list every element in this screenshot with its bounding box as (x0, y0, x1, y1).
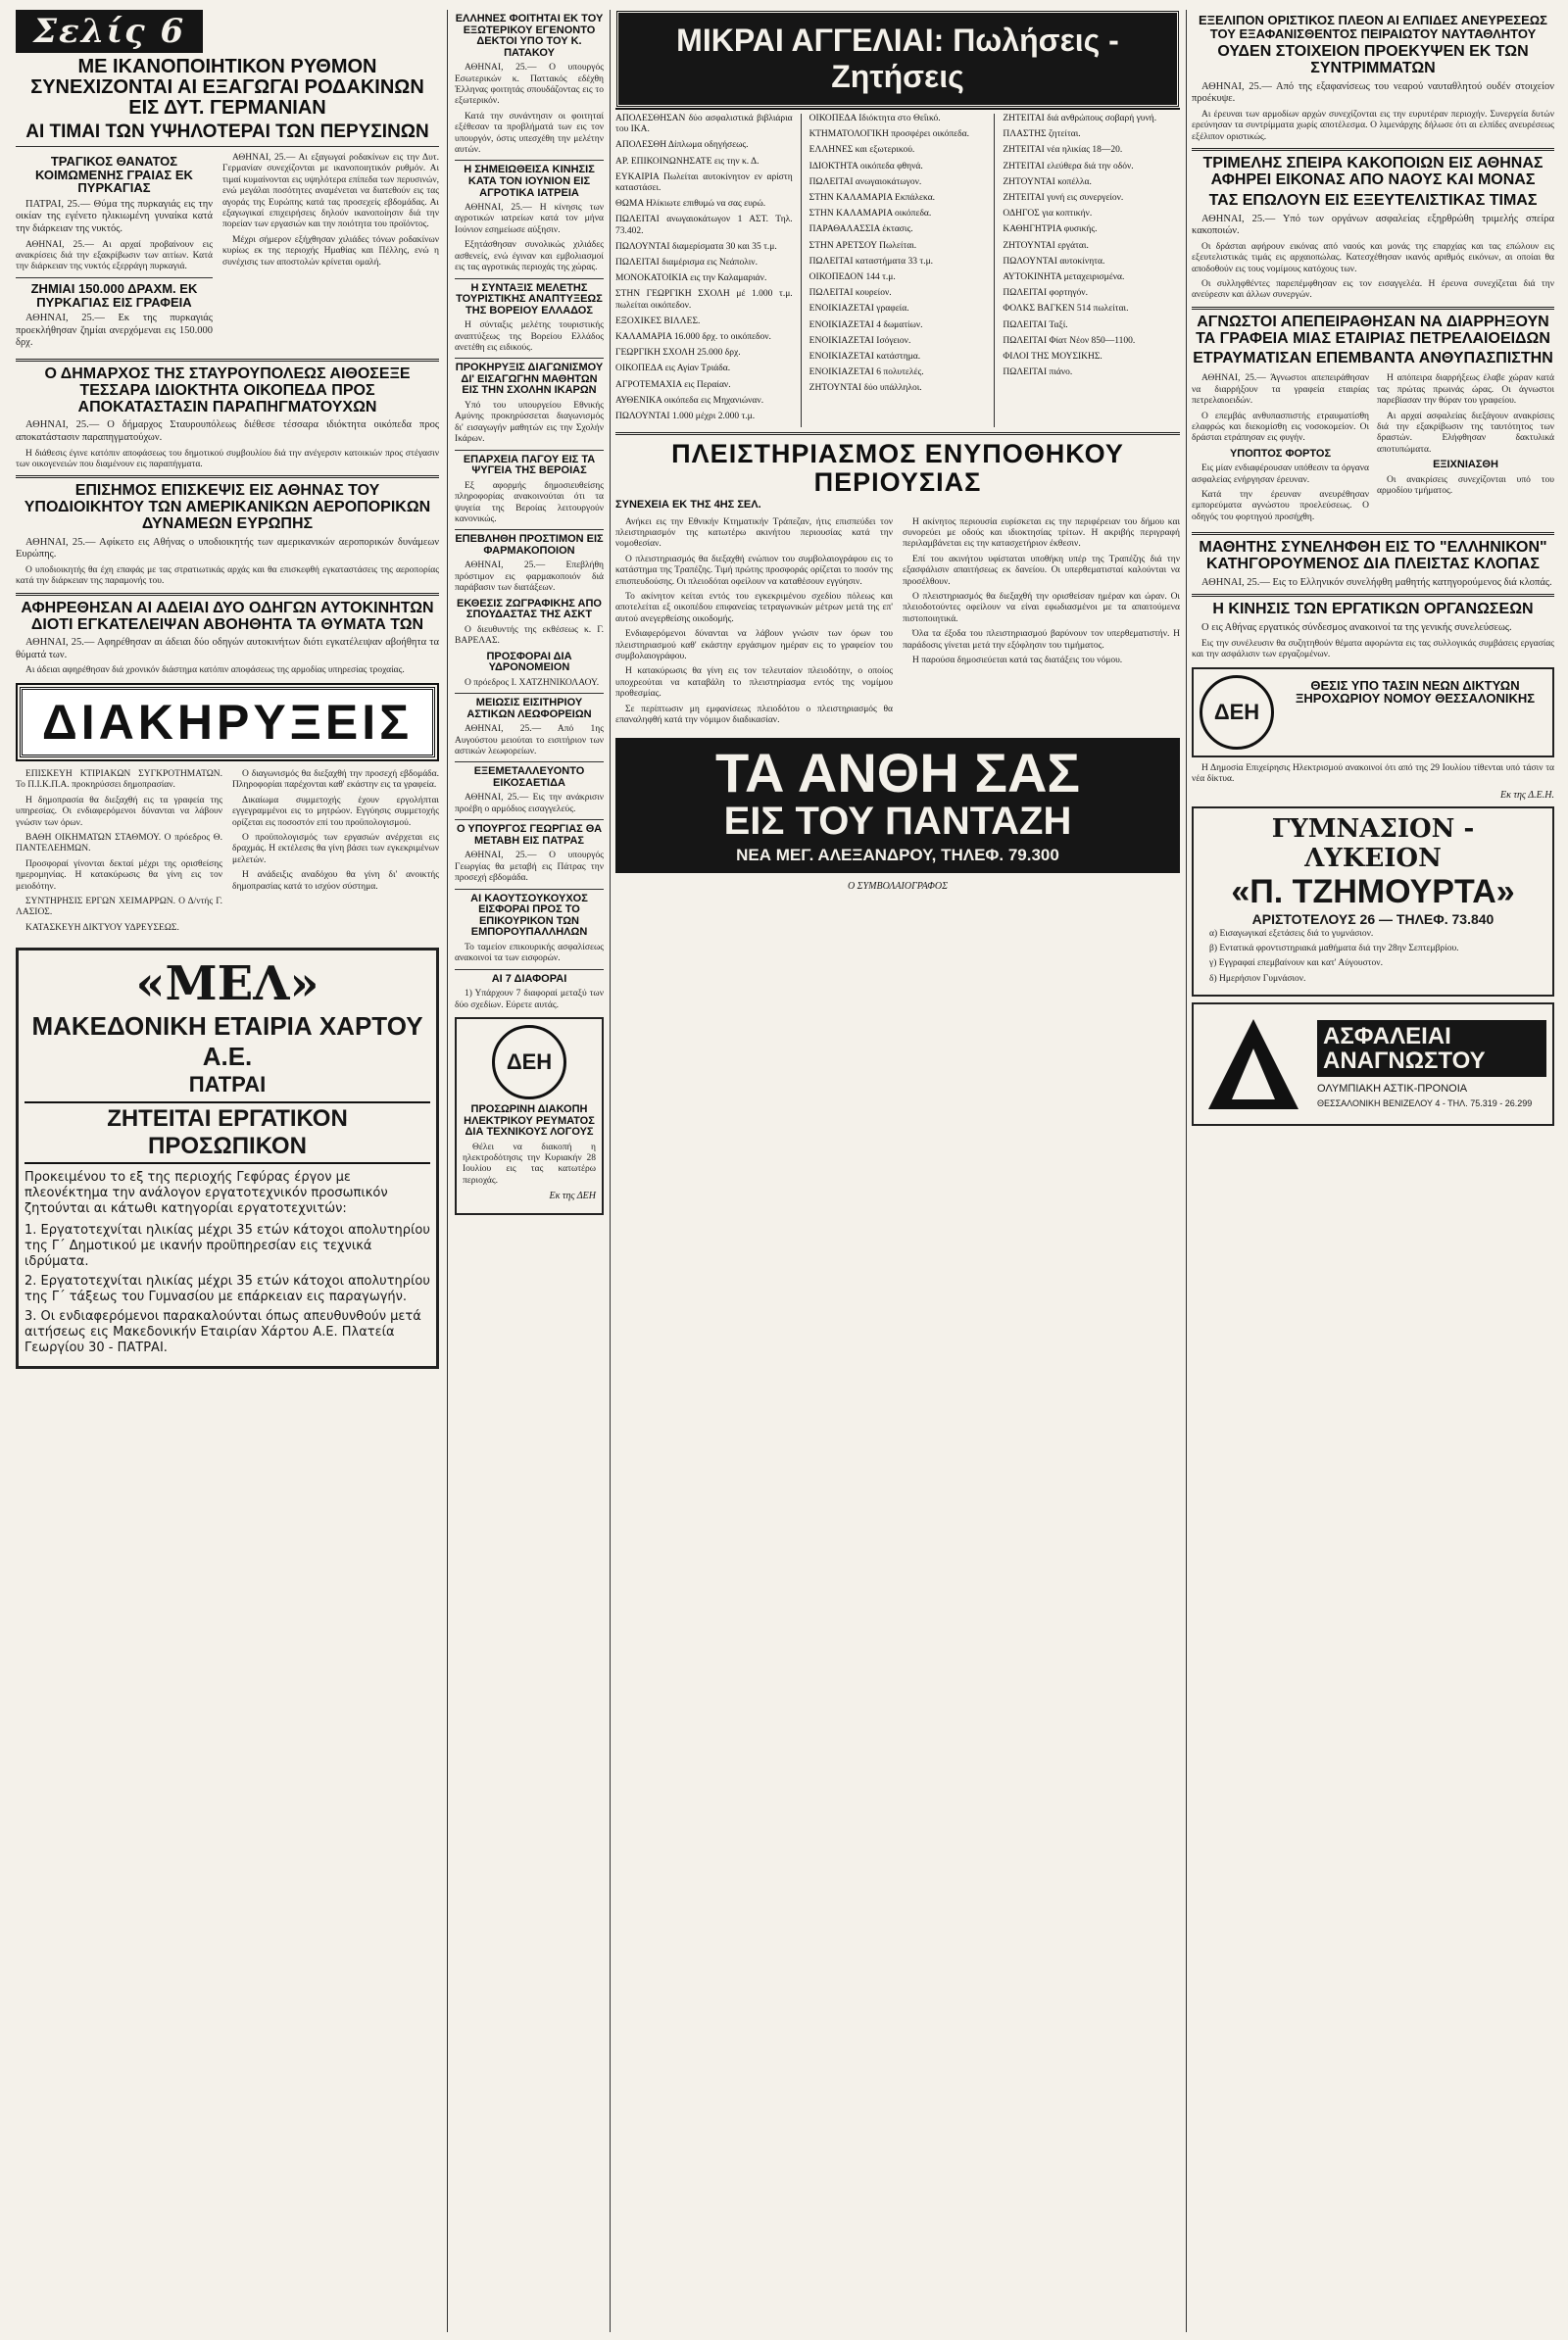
section-declarations: ΔΙΑΚΗΡΥΞΕΙΣ (20, 687, 435, 757)
classified-item: ΣΤΗΝ ΚΑΛΑΜΑΡΙΑ οικόπεδα. (808, 209, 932, 219)
ad-deh-outage (455, 1017, 604, 1215)
article-rubber: Το ταμείον επικουρικής ασφαλίσεως ανακοινοί τα των εισφορών. (455, 942, 604, 964)
mel-city: ΠΑΤΡΑΙ (188, 1072, 267, 1097)
article-licence-2: Αι άδειαι αφηρέθησαν διά χρονικόν διάστημα κατόπιν αποφάσεως της αρμοδίας υπηρεσίας τροχαίας. (25, 665, 405, 676)
classified-item: ΖΗΤΟΥΝΤΑΙ εργάται. (1003, 240, 1089, 251)
classified-item: ΟΙΚΟΠΕΔΟΝ 144 τ.μ. (808, 272, 896, 283)
insurance-title: ΑΣΦΑΛΕΙΑΙ ΑΝΑΓΝΩΣΤΟΥ (1317, 1020, 1546, 1077)
decl-2: ΒΑΘΗ ΟΙΚΗΜΑΤΩΝ ΣΤΑΘΜΟΥ. Ο πρόεδρος Θ. ΠΑΝΤΕΛΕΗΜΩΝ. (16, 832, 222, 854)
classified-item: ΠΩΛΕΙΤΑΙ καταστήματα 33 τ.μ. (808, 256, 934, 267)
headline-labor: Η ΚΙΝΗΣΙΣ ΤΩΝ ΕΡΓΑΤΙΚΩΝ ΟΡΓΑΝΩΣΕΩΝ (1212, 601, 1534, 618)
classified-item: ΕΛΛΗΝΕΣ και εξωτερικού. (808, 145, 915, 156)
insurance-sub: ΟΛΥΜΠΙΑΚΗ ΑΣΤΙΚ-ΠΡΟΝΟΙΑ (1317, 1083, 1468, 1096)
ad-deh-network (1192, 667, 1554, 757)
classified-item: ΑΥΤΟΚΙΝΗΤΑ μεταχειρισμένα. (1003, 272, 1125, 283)
classified-item: ΠΩΛΕΙΤΑΙ πιάνο. (1003, 367, 1073, 378)
article-gang: ΑΘΗΝΑΙ, 25.— Υπό των οργάνων ασφαλείας εξηρθρώθη τριμελής σπείρα κακοποιών. (1192, 213, 1554, 237)
headline-students: ΕΛΛΗΝΕΣ ΦΟΙΤΗΤΑΙ ΕΚ ΤΟΥ ΕΞΩΤΕΡΙΚΟΥ ΕΓΕΝΟΝΤΟ ΔΕΚΤΟΙ ΥΠΟ ΤΟΥ Κ. ΠΑΤΑΚΟΥ (455, 13, 604, 59)
deh-network-title: ΘΕΣΙΣ ΥΠΟ ΤΑΣΙΝ ΝΕΩΝ ΔΙΚΤΥΩΝ ΞΗΡΟΧΩΡΙΟΥ ΝΟΜΟΥ ΘΕΣΣΑΛΟΝΙΚΗΣ (1295, 677, 1536, 707)
classified-item: ΠΛΑΣΤΗΣ ζητείται. (1003, 129, 1081, 140)
article-peaches-2: Μέχρι σήμερον εξήχθησαν χιλιάδες τόνων ροδακίνων κυρίως εκ της περιοχής Ημαθίας και Πέλλης, ενώ η συνέχισις των αποστολών κρίνεται ομαλή. (221, 234, 439, 268)
school-item: α) Εισαγωγικαί εξετάσεις διά το γυμνάσιον. (1209, 928, 1374, 939)
article-robbers: ΑΘΗΝΑΙ, 25.— Άγνωστοι απεπειράθησαν να διαρρήξουν τα γραφεία εταιρίας πετρελαιοειδών. (1192, 373, 1369, 407)
classified-item: ΑΥΘΕΝΙΚΑ οικόπεδα εις Μηχανιώναν. (615, 395, 764, 406)
classified-item: ΖΗΤΕΙΤΑΙ γυνή εις συνεργείον. (1003, 193, 1124, 204)
article-labor-2: Εις την συνέλευσιν θα συζητηθούν θέματα αφορώντα εις τας συλλογικάς συμβάσεις εργασίας και την ασφάλισιν των εργαζομένων. (1192, 638, 1554, 660)
article-tourism: Η σύνταξις μελέτης τουριστικής αναπτύξεως της Βορείου Ελλάδος ανετέθη εις ειδικούς. (455, 320, 604, 353)
classified-item: ΑΠΟΛΕΣΘΗΣΑΝ δύο ασφαλιστικά βιβλιάρια του ΙΚΑ. (615, 114, 793, 135)
classified-item: ΕΝΟΙΚΙΑΖΕΤΑΙ 4 δωματίων. (808, 319, 923, 330)
classified-item: ΕΝΟΙΚΙΑΖΕΤΑΙ Ισόγειον. (808, 335, 911, 346)
classified-item: ΠΩΛΟΥΝΤΑΙ 1.000 μέχρι 2.000 τ.μ. (615, 412, 756, 422)
school-name: «Π. ΤΖΗΜΟΥΡΤΑ» (1231, 872, 1515, 910)
auction-filler-10: Η παρούσα δημοσιεύεται κατά τας διατάξεις του νόμου. (912, 655, 1123, 665)
classified-item: ΕΝΟΙΚΙΑΖΕΤΑΙ 6 πολυτελές. (808, 367, 924, 378)
auction-filler-6: Η ακίνητος περιουσία ευρίσκεται εις την περιφέρειαν του δήμου και συνορεύει με οδούς και ιδιοκτησίας τρίτων. Η ακριβής περιγραφή περιλαμβάνεται εις την κατασχετήριον έκθεσιν. (903, 516, 1180, 550)
classified-col-a (615, 114, 793, 427)
classified-item: ΑΡ. ΕΠΙΚΟΙΝΩΝΗΣΑΤΕ εις την κ. Δ. (615, 156, 760, 167)
classified-item: ΙΔΙΟΚΤΗΤΑ οικόπεδα φθηνά. (808, 161, 923, 171)
article-robbers-3: Η απόπειρα διαρρήξεως έλαβε χώραν κατά τας πρώτας πρωινάς ώρας. Οι άγνωστοι παρεβίασαν την θύραν του γραφείου. (1377, 373, 1554, 407)
classified-item: ΖΗΤΟΥΝΤΑΙ κοπέλλα. (1003, 176, 1092, 187)
school-item: δ) Ημερήσιον Γυμνάσιον. (1209, 973, 1306, 984)
article-seven: 1) Υπάρχουν 7 διαφοραί μεταξύ των δύο σχεδίων. Εύρετε αυτάς. (455, 989, 604, 1010)
decl-4: ΚΑΤΑΣΚΕΥΗ ΔΙΚΤΥΟΥ ΥΔΡΕΥΣΕΩΣ. (25, 922, 179, 933)
classified-item: ΦΙΛΟΙ ΤΗΣ ΜΟΥΣΙΚΗΣ. (1003, 352, 1102, 363)
article-gang-2: Οι δράσται αφήρουν εικόνας από ναούς και μονάς της επαρχίας και τας επώλουν εις εξευτελιστικάς τιμάς εις αρχαιοπώλας. Κατεσχέθησαν ικανός αριθμός εικόνων, αι οποίαι θα αποδοθούν εις τους νομίμους κατόχους των. (1192, 241, 1554, 274)
headline-exhib: ΕΚΘΕΣΙΣ ΖΩΓΡΑΦΙΚΗΣ ΑΠΟ ΣΠΟΥΔΑΣΤΑΣ ΤΗΣ ΑΣΚΤ (457, 597, 602, 621)
headline-prefect: ΕΠΑΡΧΕΙΑ ΠΑΓΟΥ ΕΙΣ ΤΑ ΨΥΓΕΙΑ ΤΗΣ ΒΕΡΟΙΑΣ (463, 453, 596, 477)
classified-item: ΣΤΗΝ ΚΑΛΑΜΑΡΙΑ Εκπάλεκα. (808, 193, 936, 204)
headline-tender: ΠΡΟΣΦΟΡΑΙ ΔΙΑ ΥΔΡΟΝΟΜΕΙΟΝ (486, 650, 572, 674)
article-minister: ΑΘΗΝΑΙ, 25.— Ο υπουργός Γεωργίας θα μεταβή εις Πάτρας την προσεχή εβδομάδα. (455, 851, 604, 884)
decl-filler-5: Ο προϋπολογισμός των εργασιών ανέρχεται εις δραχμάς. Η εκτέλεσις θα γίνη βάσει των εγκεκριμένων μελετών. (232, 832, 439, 865)
classified-item: ΖΗΤΟΥΝΤΑΙ δύο υπάλληλοι. (808, 383, 922, 394)
headline-tourism: Η ΣΥΝΤΑΞΙΣ ΜΕΛΕΤΗΣ ΤΟΥΡΙΣΤΙΚΗΣ ΑΝΑΠΤΥΞΕΩΣ ΤΗΣ ΒΟΡΕΙΟΥ ΕΛΛΑΔΟΣ (456, 281, 603, 317)
column-2 (455, 10, 604, 2332)
pantazi-title: ΤΑ ΑΝΘΗ ΣΑΣ (714, 742, 1081, 804)
classified-item: ΠΩΛΕΙΤΑΙ ανωγαιοκάτωγον. (808, 176, 922, 187)
mel-item: 2. Εργατοτεχνίται ηλικίας μέχρι 35 ετών κάτοχοι απολυτηρίου της Γ΄ τάξεως του Γυμνασίου με επάρκειαν εις παραγωγήν. (24, 1274, 430, 1305)
classified-item: ΟΙΚΟΠΕΔΑ Ιδιόκτητα στο Θεΐικό. (808, 114, 941, 123)
newspaper-page (16, 10, 1554, 2332)
mel-intro: Προκειμένου το εξ της περιοχής Γεφύρας έργον με πλεονέκτημα την ανάλογον εργατοτεχνικόν προσωπικόν ζητούνται αι κάτωθι κατηγορίαι εργατοτεχνιτών: (24, 1170, 388, 1217)
article-visit: ΑΘΗΝΑΙ, 25.— Αφίκετο εις Αθήνας ο υποδιοικητής των αμερικανικών αεροπορικών δυνάμεων Ευρώπης. (16, 536, 439, 561)
article-robbers-4: Αι αρχαί ασφαλείας διεξάγουν ανακρίσεις διά την εξακρίβωσιν της ταυτότητος των δραστών. Ελήφθησαν δακτυλικά αποτυπώματα. (1377, 411, 1554, 455)
deh-outage-sig: Εκ της ΔΕΗ (549, 1191, 596, 1202)
classified-item: ΠΩΛΕΙΤΑΙ φορτηγόν. (1003, 288, 1088, 299)
auction-filler-7: Επί του ακινήτου υφίσταται υποθήκη υπέρ της Τραπέζης διά την εξασφάλισιν απαιτήσεως εκ δανείου. Οι υπερθεματισταί καλούνται να προσέλθουν. (903, 554, 1180, 587)
classified-item: ΠΑΡΑΘΑΛΑΣΣΙΑ έκτασις. (808, 224, 913, 235)
article-student: ΑΘΗΝΑΙ, 25.— Εις το Ελληνικόν συνελήφθη μαθητής κατηγορούμενος διά κλοπάς. (1201, 576, 1552, 588)
decl-filler-6: Η ανάδειξις αναδόχου θα γίνη δι' ανοικτής δημοπρασίας κατά το ισχύον σύστημα. (232, 870, 439, 892)
classified-item: ΣΤΗΝ ΓΕΩΡΓΙΚΗ ΣΧΟΛΗ μέ 1.000 τ.μ. πωλείται οικόπεδον. (615, 289, 793, 311)
article-gang-3: Οι συλληφθέντες παρεπέμφθησαν εις τον εισαγγελέα. Η έρευνα συνεχίζεται διά την ανεύρεσιν και άλλων συνεργών. (1192, 279, 1554, 301)
ad-anagnostou (1192, 1002, 1554, 1126)
auction-filler-2: Το ακίνητον κείται εντός του εγκεκριμένου σχεδίου πόλεως και αποτελείται εξ οικοπέδου επιφανείας τετραγωνικών μέτρων μετά της επ' αυτού ανεγερθείσης οικοδομής. (615, 591, 893, 624)
school-items (1200, 929, 1546, 986)
headline-death: ΤΡΑΓΙΚΟΣ ΘΑΝΑΤΟΣ ΚΟΙΜΩΜΕΝΗΣ ΓΡΑΙΑΣ ΕΚ ΠΥΡΚΑΓΙΑΣ (35, 153, 193, 196)
headline-navy: ΕΞΕΛΙΠΟΝ ΟΡΙΣΤΙΚΟΣ ΠΛΕΟΝ ΑΙ ΕΛΠΙΔΕΣ ΑΝΕΥΡΕΣΕΩΣ ΤΟΥ ΕΞΑΦΑΝΙΣΘΕΝΤΟΣ ΠΕΙΡΑΙΩΤΟΥ ΝΑΥΤΑΘΛΗΤΟΥ (1199, 13, 1547, 41)
lead-headline: ΜΕ ΙΚΑΝΟΠΟΙΗΤΙΚΟΝ ΡΥΘΜΟΝ ΣΥΝΕΧΙΖΟΝΤΑΙ ΑΙ ΕΞΑΓΩΓΑΙ ΡΟΔΑΚΙΝΩΝ ΕΙΣ ΔΥΤ. ΓΕΡΜΑΝΙΑΝ (30, 56, 424, 119)
classified-col-c (1003, 114, 1180, 427)
article-fire: ΑΘΗΝΑΙ, 25.— Εκ της πυρκαγιάς προεκλήθησαν ζημίαι ανερχόμεναι εις 150.000 δρχ. (16, 313, 213, 349)
headline-invest: ΕΞΙΧΝΙΑΣΘΗ (1433, 459, 1498, 471)
ad-tzimourta (1192, 806, 1554, 998)
headline-visit: ΕΠΙΣΗΜΟΣ ΕΠΙΣΚΕΨΙΣ ΕΙΣ ΑΘΗΝΑΣ ΤΟΥ ΥΠΟΔΙΟΙΚΗΤΟΥ ΤΩΝ ΑΜΕΡΙΚΑΝΙΚΩΝ ΑΕΡΟΠΟΡΙΚΩΝ ΔΥΝΑΜΕΩΝ ΕΥΡΩΠΗΣ (24, 482, 431, 532)
school-item: β) Εντατικά φροντιστηριακά μαθήματα διά την 28ην Σεπτεμβρίου. (1209, 943, 1459, 953)
auction-filler-4: Η κατακύρωσις θα γίνη εις τον τελευταίον πλειοδότην, ο οποίος υποχρεούται να καταβάλη το πλειστηρίασμα εντός της νομίμου προθεσμίας. (615, 666, 893, 700)
article-mayor-2: Η διάθεσις έγινε κατόπιν αποφάσεως του δημοτικού συμβουλίου διά την ανέγερσιν κατοικιών προς στέγασιν των οικογενειών που διαμένουν εις παραπήγματα. (16, 448, 439, 469)
auction-title: ΠΛΕΙΣΤΗΡΙΑΣΜΟΣ ΕΝΥΠΟΘΗΚΟΥ ΠΕΡΙΟΥΣΙΑΣ (671, 439, 1124, 497)
page-brand: Σελίς 6 (16, 10, 203, 53)
article-death: ΠΑΤΡΑΙ, 25.— Θύμα της πυρκαγιάς εις την οικίαν της εγένετο ηλικιωμένη γυναίκα κατά την διάρκειαν της νυκτός. (16, 198, 213, 235)
decl-3: ΣΥΝΤΗΡΗΣΙΣ ΕΡΓΩΝ ΧΕΙΜΑΡΡΩΝ. Ο Δ/ντής Γ. ΛΑΣΙΟΣ. (16, 896, 222, 918)
decl-filler-3: Ο διαγωνισμός θα διεξαχθή την προσεχή εβδομάδα. Πληροφορίαι παρέχονται καθ' εκάστην εις τα γραφεία. (232, 768, 439, 791)
headline-gang: ΤΡΙΜΕΛΗΣ ΣΠΕΙΡΑ ΚΑΚΟΠΟΙΩΝ ΕΙΣ ΑΘΗΝΑΣ ΑΦΗΡΕΙ ΕΙΚΟΝΑΣ ΑΠΟ ΝΑΟΥΣ ΚΑΙ ΜΟΝΑΣ (1202, 155, 1544, 189)
column-1 (16, 10, 439, 2332)
headline-robbers-sub: ΕΤΡΑΥΜΑΤΙΣΑΝ ΕΠΕΜΒΑΝΤΑ ΑΝΘΥΠΑΣΠΙΣΤΗΝ (1193, 350, 1553, 367)
headline-notes: Η ΣΗΜΕΙΩΘΕΙΣΑ ΚΙΝΗΣΙΣ ΚΑΤΑ ΤΟΝ ΙΟΥΝΙΟΝ ΕΙΣ ΑΓΡΟΤΙΚΑ ΙΑΤΡΕΙΑ (464, 164, 595, 199)
school-address: ΑΡΙΣΤΟΤΕΛΟΥΣ 26 — ΤΗΛΕΦ. 73.840 (1251, 910, 1494, 927)
insurance-address: ΘΕΣΣΑΛΟΝΙΚΗ ΒΕΝΙΖΕΛΟΥ 4 - ΤΗΛ. 75.319 - 26.299 (1317, 1098, 1533, 1109)
classified-item: ΖΗΤΕΙΤΑΙ ελεύθερα διά την οδόν. (1003, 161, 1134, 171)
classified-item: ΠΩΛΟΥΝΤΑΙ διαμερίσματα 30 και 35 τ.μ. (615, 241, 777, 252)
classified-item: ΣΤΗΝ ΑΡΕΤΣΟΥ Πωλείται. (808, 240, 917, 251)
headline-tenday: ΕΞΕΜΕΤΑΛΛΕΥΟΝΤΟ ΕΙΚΟΣΑΕΤΙΔΑ (473, 765, 585, 789)
auction-text: Ανήκει εις την Εθνικήν Κτηματικήν Τράπεζαν, ήτις επισπεύδει τον πλειστηριασμόν της κατωτέρω ακινήτου περιουσίας κατά την νομοθεσίαν. (615, 516, 893, 550)
headline-fare: ΜΕΙΩΣΙΣ ΕΙΣΙΤΗΡΙΟΥ ΑΣΤΙΚΩΝ ΛΕΩΦΟΡΕΙΩΝ (466, 697, 592, 720)
classified-item: ΕΝΟΙΚΙΑΖΕΤΑΙ κατάστημα. (808, 352, 921, 363)
classified-item: ΖΗΤΕΙΤΑΙ νέα ηλικίας 18—20. (1003, 145, 1123, 156)
lead-subheadline: ΑΙ ΤΙΜΑΙ ΤΩΝ ΥΨΗΛΟΤΕΡΑΙ ΤΩΝ ΠΕΡΥΣΙΝΩΝ (25, 122, 429, 142)
headline-mayor: Ο ΔΗΜΑΡΧΟΣ ΤΗΣ ΣΤΑΥΡΟΥΠΟΛΕΩΣ ΑΙΘΟΣΕΞΕ ΤΕΣΣΑΡΑ ΙΔΙΟΚΤΗΤΑ ΟΙΚΟΠΕΔΑ ΠΡΟΣ ΑΠΟΚΑΤΑΣΤΑΣΙΝ ΠΑΡΑΠΗΓΜΑΤΟΥΧΩΝ (44, 365, 411, 415)
decl-filler-2: Προσφοραί γίνονται δεκταί μέχρι της ορισθείσης ημερομηνίας. Η κατακύρωσις θα γίνη εις τον μειοδότην. (16, 858, 222, 892)
decl-1: ΕΠΙΣΚΕΥΗ ΚΤΙΡΙΑΚΩΝ ΣΥΓΚΡΟΤΗΜΑΤΩΝ. Το Π.Ι.Κ.Π.Α. προκηρύσσει δημοπρασίαν. (16, 768, 222, 791)
auction-subtitle: ΣΥΝΕΧΕΙΑ ΕΚ ΤΗΣ 4ΗΣ ΣΕΛ. (615, 498, 761, 511)
classified-item: ΓΕΩΡΓΙΚΗ ΣΧΟΛΗ 25.000 δρχ. (615, 348, 741, 359)
classified-item: ΕΞΟΧΙΚΕΣ ΒΙΛΛΕΣ. (615, 316, 701, 326)
article-peaches: ΑΘΗΝΑΙ, 25.— Αι εξαγωγαί ροδακίνων εις την Δυτ. Γερμανίαν συνεχίζονται με ικανοποιητικόν ρυθμόν. Αι τιμαί κυμαίνονται εις υψηλότερα επίπεδα των περυσινών, ενώ μεγάλαι ποσότητες αναμένεται να διατεθούν εις τας αγοράς της Ευρώπης κατά τας προσεχείς εβδομάδας. Αι εξαγωγικαί επιχειρήσεις δηλούν ικανοποίησιν διά την πορείαν των εργασιών και την ποιότητα του προϊόντος. (221, 152, 439, 230)
deh-network-sig: Εκ της Δ.Ε.Η. (1499, 789, 1554, 801)
article-navy-2: Αι έρευναι των αρμοδίων αρχών συνεχίζονται εις την ευρυτέραν περιοχήν. Συνεργεία δυτών ερεύνησαν τα συντρίμματα χωρίς αποτέλεσμα. Ο λιμενάρχης δήλωσε ότι αι ελπίδες ανευρέσεως εξέλιπον οριστικώς. (1192, 110, 1554, 142)
classified-item: ΕΝΟΙΚΙΑΖΕΤΑΙ γραφεία. (808, 304, 909, 315)
decl-filler-1: Η δημοπρασία θα διεξαχθή εις τα γραφεία της υπηρεσίας. Οι ενδιαφερόμενοι δύνανται να λάβουν γνώσιν των όρων. (16, 795, 222, 828)
deh-logo-icon: ΔΕΗ (492, 1025, 566, 1099)
article-prefect: Εξ αφορμής δημοσιευθείσης πληροφορίας ανακοινούται ότι τα ψυγεία της Βεροίας λειτουργούν κανονικώς. (455, 480, 604, 524)
article-mayor: ΑΘΗΝΑΙ, 25.— Ο δήμαρχος Σταυρουπόλεως διέθεσε τέσσαρα ιδιόκτητα οικόπεδα προς αποκατάστασιν παραπηγματούχων. (16, 419, 439, 443)
mel-item: 3. Οι ενδιαφερόμενοι παρακαλούνται όπως απευθυνθούν μετά αιτήσεως εις Μακεδονικήν Εταιρίαν Χάρτου Α.Ε. Πλατεία Γεωργίου 30 - ΠΑΤΡΑΙ. (24, 1309, 421, 1356)
auction-filler-5: Σε περίπτωσιν μη εμφανίσεως πλειοδότου ο πλειστηριασμός θα επαναληφθή κατά την νόμιμον διαδικασίαν. (615, 704, 893, 725)
mel-title: «ΜΕΛ» (135, 956, 319, 1012)
headline-fines: ΕΠΕΒΛΗΘΗ ΠΡΟΣΤΙΜΟΝ ΕΙΣ ΦΑΡΜΑΚΟΠΟΙΟΝ (455, 533, 604, 557)
classified-item: ΜΟΝΟΚΑΤΟΙΚΙΑ εις την Καλαμαριάν. (615, 273, 767, 284)
headline-gang-sub: ΤΑΣ ΕΠΩΛΟΥΝ ΕΙΣ ΕΞΕΥΤΕΛΙΣΤΙΚΑΣ ΤΙΜΑΣ (1208, 191, 1538, 209)
classified-item: ΦΟΛΚΣ ΒΑΓΚΕΝ 514 πωλείται. (1003, 304, 1129, 315)
classified-item: ΚΑΘΗΓΗΤΡΙΑ φυσικής. (1003, 224, 1098, 235)
deh-outage-title: ΠΡΟΣΩΡΙΝΗ ΔΙΑΚΟΠΗ ΗΛΕΚΤΡΙΚΟΥ ΡΕΥΜΑΤΟΣ ΔΙΑ ΤΕΧΝΙΚΟΥΣ ΛΟΓΟΥΣ (464, 1102, 595, 1139)
classified-item: ΠΩΛΕΙΤΑΙ ανωγαιοκάτωγον 1 ΑΣΤ. Τηλ. 73.402. (615, 215, 793, 236)
article-licence: ΑΘΗΝΑΙ, 25.— Αφηρέθησαν αι άδειαι δύο οδηγών αυτοκινήτων διότι εγκατέλειψαν αβοήθητα τα θύματά των. (16, 637, 439, 660)
pantazi-address: ΝΕΑ ΜΕΓ. ΑΛΕΞΑΝΔΡΟΥ, ΤΗΛΕΦ. 79.300 (736, 846, 1059, 865)
classified-item: ΑΠΟΛΕΣΘΗ Δίπλωμα οδηγήσεως. (615, 140, 749, 151)
auction-filler-8: Ο πλειστηριασμός θα διεξαχθή την ορισθείσαν ημέραν και ώραν. Οι πλειοδοτούντες οφείλουν να είναι εφωδιασμένοι με τα απαιτούμενα πιστοποιητικά. (903, 591, 1180, 624)
article-fines: ΑΘΗΝΑΙ, 25.— Επεβλήθη πρόστιμον εις φαρμακοποιόν διά παράβασιν των διατάξεων. (455, 561, 604, 594)
headline-rubber: ΑΙ ΚΑΟΥΤΣΟΥΚΟΥΧΟΣ ΕΙΣΦΟΡΑΙ ΠΡΟΣ ΤΟ ΕΠΙΚΟΥΡΙΚΟΝ ΤΩΝ ΕΜΠΟΡΟΥΠΑΛΛΗΛΩΝ (470, 892, 588, 939)
deh-logo-icon: ΔΕΗ (1200, 675, 1274, 750)
mel-items (24, 1223, 430, 1356)
article-robbers-2: Ο επεμβάς ανθυπασπιστής ετραυματίσθη ελαφρώς και διεκομίσθη εις νοσοκομείον. Οι δράσται ετράπησαν εις φυγήν. (1192, 411, 1369, 444)
article-visit-2: Ο υποδιοικητής θα έχη επαφάς με τας στρατιωτικάς αρχάς και θα επισκεφθή εγκαταστάσεις της αεροπορίας κατά την διάρκειαν της παραμονής του. (16, 564, 439, 587)
ad-pantazi (615, 738, 1180, 873)
classified-item: ΠΩΛΟΥΝΤΑΙ αυτοκίνητα. (1003, 256, 1105, 267)
headline-seven: ΑΙ 7 ΔΙΑΦΟΡΑΙ (491, 972, 567, 985)
column-4 (1192, 10, 1554, 2332)
headline-licence: ΑΦΗΡΕΘΗΣΑΝ ΑΙ ΑΔΕΙΑΙ ΔΥΟ ΟΔΗΓΩΝ ΑΥΤΟΚΙΝΗΤΩΝ ΔΙΟΤΙ ΕΓΚΑΤΕΛΕΙΨΑΝ ΑΒΟΗΘΗΤΑ ΤΑ ΘΥΜΑΤΑ ΤΩΝ (21, 599, 434, 633)
classified-item: ΠΩΛΕΙΤΑΙ κουρείον. (808, 288, 892, 299)
filler-c2-1: Κατά την συνάντησιν οι φοιτηταί εξέθεσαν τα προβλήματά των εις τον υπουργόν, όστις υπεσχέθη την μελέτην αυτών. (455, 111, 604, 156)
deh-network-text: Η Δημοσία Επιχείρησις Ηλεκτρισμού ανακοινοί ότι από της 29 Ιουλίου τίθενται υπό τάσιν τα νέα δίκτυα. (1192, 762, 1554, 785)
headline-fire: ΖΗΜΙΑΙ 150.000 ΔΡΑΧΜ. ΕΚ ΠΥΡΚΑΓΙΑΣ ΕΙΣ ΓΡΑΦΕΙΑ (30, 280, 198, 310)
deh-outage-text: Θέλει να διακοπή η ηλεκτροδότησις την Κυριακήν 28 Ιουλίου εις τας κατωτέρω περιοχάς. (463, 1142, 596, 1186)
headline-truck: ΥΠΟΠΤΟΣ ΦΟΡΤΟΣ (1229, 447, 1332, 460)
filler-c2-2: Εξητάσθησαν συνολικώς χιλιάδες ασθενείς, ενώ έγιναν και εμβολιασμοί εις τας αγροτικάς περιοχάς της χώρας. (455, 240, 604, 273)
headline-robbers: ΑΓΝΩΣΤΟΙ ΑΠΕΠΕΙΡΑΘΗΣΑΝ ΝΑ ΔΙΑΡΡΗΞΟΥΝ ΤΑ ΓΡΑΦΕΙΑ ΜΙΑΣ ΕΤΑΙΡΙΑΣ ΠΕΤΡΕΛΑΙΟΕΙΔΩΝ (1196, 313, 1550, 347)
classified-item: ΚΑΛΑΜΑΡΙΑ 16.000 δρχ. το οικόπεδον. (615, 332, 771, 343)
article-exhib: Ο διευθυντής της εκθέσεως κ. Γ. ΒΑΡΕΛΑΣ. (455, 624, 604, 647)
article-tenday: ΑΘΗΝΑΙ, 25.— Εις την ανάκρισιν προέβη ο αρμόδιος εισαγγελεύς. (455, 793, 604, 814)
classified-col-b (809, 114, 987, 427)
article-truck-2: Κατά την έρευναν ανευρέθησαν εμπορεύματα αγνώστου προελεύσεως. Ο οδηγός του φορτηγού προσήχθη. (1192, 490, 1369, 522)
auction-filler-9: Όλα τα έξοδα του πλειστηριασμού βαρύνουν τον υπερθεματιστήν. Η παράδοσις γίνεται μετά την εξόφλησιν του τιμήματος. (903, 629, 1180, 651)
ad-mel (16, 948, 439, 1369)
auction-signature: Ο ΣΥΜΒΟΛΑΙΟΓΡΑΦΟΣ (847, 881, 949, 893)
auction-filler-3: Ενδιαφερόμενοι δύνανται να λάβουν γνώσιν των όρων του πλειστηριασμού καθ' εκάστην εργάσιμον ημέραν εις το γραφείον του συμβολαιογράφου. (615, 629, 893, 661)
mel-name: ΜΑΚΕΔΟΝΙΚΗ ΕΤΑΙΡΙΑ ΧΑΡΤΟΥ Α.Ε. (31, 1011, 423, 1072)
article-notes: ΑΘΗΝΑΙ, 25.— Η κίνησις των αγροτικών ιατρείων κατά τον μήνα Ιούνιον εσημείωσε αύξησιν. (455, 203, 604, 235)
article-labor: Ο εις Αθήνας εργατικός σύνδεσμος ανακοινοί τα της γενικής συνελεύσεως. (1201, 622, 1512, 634)
filler-1: ΑΘΗΝΑΙ, 25.— Αι αρχαί προβαίνουν εις ανακρίσεις διά την εξακρίβωσιν των αιτίων. Κατά την διάρκειαν της νυκτός εξερράγη πυρκαγιά. (16, 239, 213, 272)
classified-item: ΘΩΜΑ Ηλίκιωτε επιθυμώ να σας ευρώ. (615, 199, 766, 210)
article-truck: Εις μίαν ενδιαφέρουσαν υπόθεσιν τα όργανα ασφαλείας ενήργησαν έρευναν. (1192, 463, 1369, 485)
pantazi-sub: ΕΙΣ ΤΟΥ ΠΑΝΤΑΖΗ (723, 800, 1072, 844)
article-fare: ΑΘΗΝΑΙ, 25.— Από 1ης Αυγούστου μειούται το εισιτήριον των αστικών λεωφορείων. (455, 724, 604, 756)
classified-item: ΠΩΛΕΙΤΑΙ διαμέρισμα εις Νεάπολιν. (615, 258, 758, 268)
classified-item: ΑΓΡΟΤΕΜΑΧΙΑ εις Περαίαν. (615, 379, 731, 390)
article-tender: Ο πρόεδρος Ι. ΧΑΤΖΗΝΙΚΟΛΑΟΥ. (465, 677, 600, 688)
article-icarus: Υπό του υπουργείου Εθνικής Αμύνης προκηρύσσεται διαγωνισμός δι' εισαγωγήν μαθητών εις την Σχολήν Ικάρων. (455, 401, 604, 445)
triangle-logo-icon (1200, 1010, 1307, 1118)
classified-item: ΚΤΗΜΑΤΟΛΟΓΙΚΗ προσφέρει οικόπεδα. (808, 129, 969, 140)
article-students: ΑΘΗΝΑΙ, 25.— Ο υπουργός Εσωτερικών κ. Παττακός εδέχθη Έλληνας φοιτητάς σπουδάζοντας εις το εξωτερικόν. (455, 63, 604, 107)
classified-item: ΕΥΚΑΙΡΙΑ Πωλείται αυτοκίνητον εν αρίστη καταστάσει. (615, 171, 793, 194)
column-3 (615, 10, 1180, 2332)
headline-navy-sub: ΟΥΔΕΝ ΣΤΟΙΧΕΙΟΝ ΠΡΟΕΚΥΨΕΝ ΕΚ ΤΩΝ ΣΥΝΤΡΙΜΜΑΤΩΝ (1217, 43, 1529, 77)
classified-title: ΜΙΚΡΑΙ ΑΓΓΕΛΙΑΙ: Πωλήσεις - Ζητήσεις (615, 10, 1180, 108)
school-label: ΓΥΜΝΑΣΙΟΝ - ΛΥΚΕΙΟΝ (1271, 813, 1475, 873)
mel-item: 1. Εργατοτεχνίται ηλικίας μέχρι 35 ετών κάτοχοι απολυτηρίου της Γ΄ Δημοτικού με ικανήν προϋπηρεσίαν εις τεχνικά ιδρύματα. (24, 1223, 430, 1270)
classified-item: ΠΩΛΕΙΤΑΙ Φίατ Νέον 850—1100. (1003, 335, 1136, 346)
headline-student: ΜΑΘΗΤΗΣ ΣΥΝΕΛΗΦΘΗ ΕΙΣ ΤΟ "ΕΛΛΗΝΙΚΟΝ" ΚΑΤΗΓΟΡΟΥΜΕΝΟΣ ΔΙΑ ΠΛΕΙΣΤΑΣ ΚΛΟΠΑΣ (1199, 539, 1547, 573)
auction-filler-1: Ο πλειστηριασμός θα διεξαχθή ενώπιον του συμβολαιογράφου εις το κατάστημα της Τραπέζης. Τιμή πρώτης προσφοράς ορίζεται το ποσόν της επισπευδούσης. Οι πλειοδόται οφείλουν να καταθέσουν εγγύησιν. (615, 554, 893, 587)
decl-filler-4: Δικαίωμα συμμετοχής έχουν εργολήπται εγγεγραμμένοι εις το μητρώον. Εγγύησις συμμετοχής ορίζεται εις ποσοστόν επί του προϋπολογισμού. (232, 795, 439, 828)
school-item: γ) Εγγραφαί επεμβαίνουν και κατ' Αύγουστον. (1209, 958, 1383, 969)
classified-item: ΟΔΗΓΟΣ για κοπτικήν. (1003, 209, 1093, 219)
classified-item: ΠΩΛΕΙΤΑΙ Ταξί. (1003, 319, 1068, 330)
article-invest: Οι ανακρίσεις συνεχίζονται υπό του αρμοδίου τμήματος. (1377, 474, 1554, 497)
classified-item: ΖΗΤΕΙΤΑΙ διά ανθρώπους σοβαρή γυνή. (1003, 114, 1157, 123)
headline-minister: Ο ΥΠΟΥΡΓΟΣ ΓΕΩΡΓΙΑΣ ΘΑ ΜΕΤΑΒΗ ΕΙΣ ΠΑΤΡΑΣ (456, 823, 603, 847)
article-navy: ΑΘΗΝΑΙ, 25.— Από της εξαφανίσεως του νεαρού ναυταθλητού ουδέν στοιχείον προέκυψε. (1192, 80, 1554, 105)
classified-item: ΟΙΚΟΠΕΔΑ εις Αγίαν Τριάδα. (615, 364, 731, 374)
headline-icarus: ΠΡΟΚΗΡΥΞΙΣ ΔΙΑΓΩΝΙΣΜΟΥ ΔΙ' ΕΙΣΑΓΩΓΗΝ ΜΑΘΗΤΩΝ ΕΙΣ ΤΗΝ ΣΧΟΛΗΝ ΙΚΑΡΩΝ (455, 362, 604, 397)
mel-call: ΖΗΤΕΙΤΑΙ ΕΡΓΑΤΙΚΟΝ ΠΡΟΣΩΠΙΚΟΝ (24, 1101, 430, 1164)
